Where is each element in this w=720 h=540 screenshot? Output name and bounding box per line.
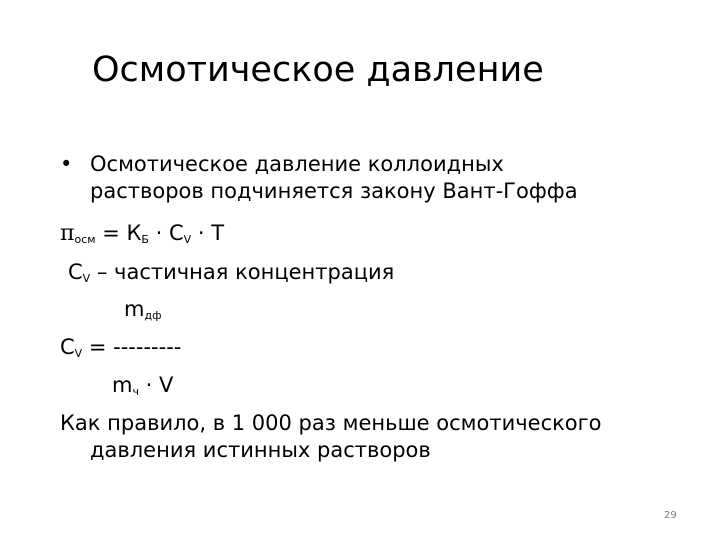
c-subscript: V [183, 233, 192, 246]
cv-symbol: С [68, 260, 83, 284]
formula-k: = К [95, 221, 142, 245]
pi-subscript: осм [74, 233, 96, 246]
conclusion-line-2: давления истинных растворов [90, 438, 431, 462]
bullet-marker: • [60, 152, 73, 176]
formula-t: · Т [191, 221, 225, 245]
fraction-numerator [124, 296, 161, 329]
fraction-line [60, 334, 181, 367]
cv-description: – частичная концентрация [90, 260, 395, 284]
fraction-c: С [60, 335, 75, 359]
denominator-m: m [112, 373, 133, 397]
fraction-dashes: = --------- [82, 335, 182, 359]
pi-symbol: π [60, 221, 75, 246]
formula-vant-hoff [60, 220, 224, 253]
fraction-denominator [112, 372, 173, 405]
numerator-subscript: дф [144, 309, 162, 322]
conclusion-line-1: Как правило, в 1 000 раз меньше осмотического [60, 411, 602, 435]
numerator-m: m [124, 297, 145, 321]
formula-c: · С [148, 221, 184, 245]
denominator-v: · V [138, 373, 174, 397]
denominator-subscript: ч [132, 385, 139, 398]
slide-title: Осмотическое давление [92, 50, 544, 90]
page-number: 29 [664, 510, 677, 521]
fraction-c-subscript: V [74, 347, 83, 360]
cv-definition [68, 259, 394, 292]
bullet-text-line-2: растворов подчиняется закону Вант-Гоффа [90, 179, 578, 203]
cv-subscript: V [82, 272, 91, 285]
bullet-text-line-1: Осмотическое давление коллоидных [90, 152, 504, 176]
k-subscript: Б [141, 233, 149, 246]
